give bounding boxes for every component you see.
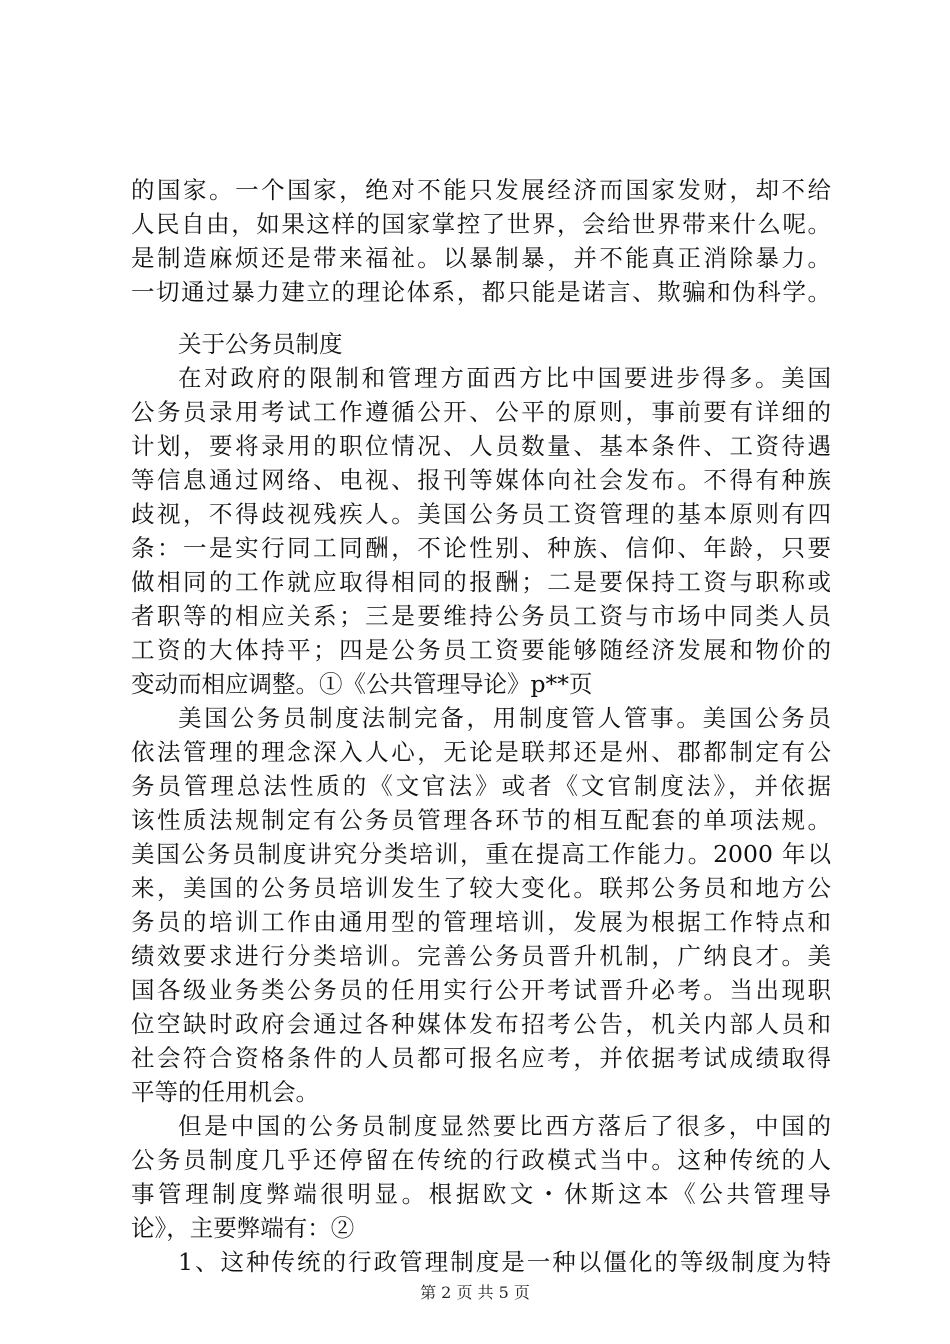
text-line: 等信息通过网络、电视、报刊等媒体向社会发布。不得有种族 — [131, 466, 831, 494]
text-line: 绩效要求进行分类培训。完善公务员晋升机制，广纳良才。美 — [131, 942, 831, 970]
text-line: 论》，主要弊端有：② — [131, 1214, 355, 1242]
text-line: 社会符合资格条件的人员都可报名应考，并依据考试成绩取得 — [131, 1044, 831, 1072]
page-footer: 第 2 页 共 5 页 — [420, 1283, 530, 1302]
text-line: 事管理制度弊端很明显。根据欧文・休斯这本《公共管理导 — [131, 1180, 831, 1208]
text-line: 人民自由，如果这样的国家掌控了世界，会给世界带来什么呢。 — [131, 210, 831, 238]
text-line: 1、这种传统的行政管理制度是一种以僵化的等级制度为特 — [178, 1248, 831, 1276]
text-line: 条：一是实行同工同酬，不论性别、种族、信仰、年龄，只要 — [131, 534, 831, 562]
text-line: 变动而相应调整。①《公共管理导论》p**页 — [131, 670, 593, 698]
text-line: 来，美国的公务员培训发生了较大变化。联邦公务员和地方公 — [131, 874, 831, 902]
text-line: 美国公务员制度讲究分类培训，重在提高工作能力。2000 年以 — [131, 840, 831, 868]
text-line: 公务员制度几乎还停留在传统的行政模式当中。这种传统的人 — [131, 1146, 831, 1174]
text-line: 位空缺时政府会通过各种媒体发布招考公告，机关内部人员和 — [131, 1010, 831, 1038]
text-line: 务员的培训工作由通用型的管理培训，发展为根据工作特点和 — [131, 908, 831, 936]
text-line: 务员管理总法性质的《文官法》或者《文官制度法》，并依据 — [131, 772, 831, 800]
text-line: 一切通过暴力建立的理论体系，都只能是诺言、欺骗和伪科学。 — [131, 278, 831, 306]
text-line: 是制造麻烦还是带来福祉。以暴制暴，并不能真正消除暴力。 — [131, 244, 831, 272]
text-line: 国各级业务类公务员的任用实行公开考试晋升必考。当出现职 — [131, 976, 831, 1004]
text-line: 做相同的工作就应取得相同的报酬；二是要保持工资与职称或 — [131, 568, 831, 596]
text-line: 在对政府的限制和管理方面西方比中国要进步得多。美国 — [178, 364, 831, 392]
text-line: 公务员录用考试工作遵循公开、公平的原则，事前要有详细的 — [131, 398, 831, 426]
text-line: 歧视，不得歧视残疾人。美国公务员工资管理的基本原则有四 — [131, 500, 831, 528]
text-line: 的国家。一个国家，绝对不能只发展经济而国家发财，却不给 — [131, 176, 831, 204]
text-line: 但是中国的公务员制度显然要比西方落后了很多，中国的 — [178, 1112, 831, 1140]
section-heading: 关于公务员制度 — [178, 330, 343, 358]
text-line: 该性质法规制定有公务员管理各环节的相互配套的单项法规。 — [131, 806, 831, 834]
text-line: 依法管理的理念深入人心，无论是联邦还是州、郡都制定有公 — [131, 738, 831, 766]
text-line: 计划，要将录用的职位情况、人员数量、基本条件、工资待遇 — [131, 432, 831, 460]
text-line: 工资的大体持平；四是公务员工资要能够随经济发展和物价的 — [131, 636, 831, 664]
text-line: 者职等的相应关系；三是要维持公务员工资与市场中同类人员 — [131, 602, 831, 630]
text-line: 平等的任用机会。 — [131, 1078, 319, 1106]
text-line: 美国公务员制度法制完备，用制度管人管事。美国公务员 — [178, 704, 831, 732]
